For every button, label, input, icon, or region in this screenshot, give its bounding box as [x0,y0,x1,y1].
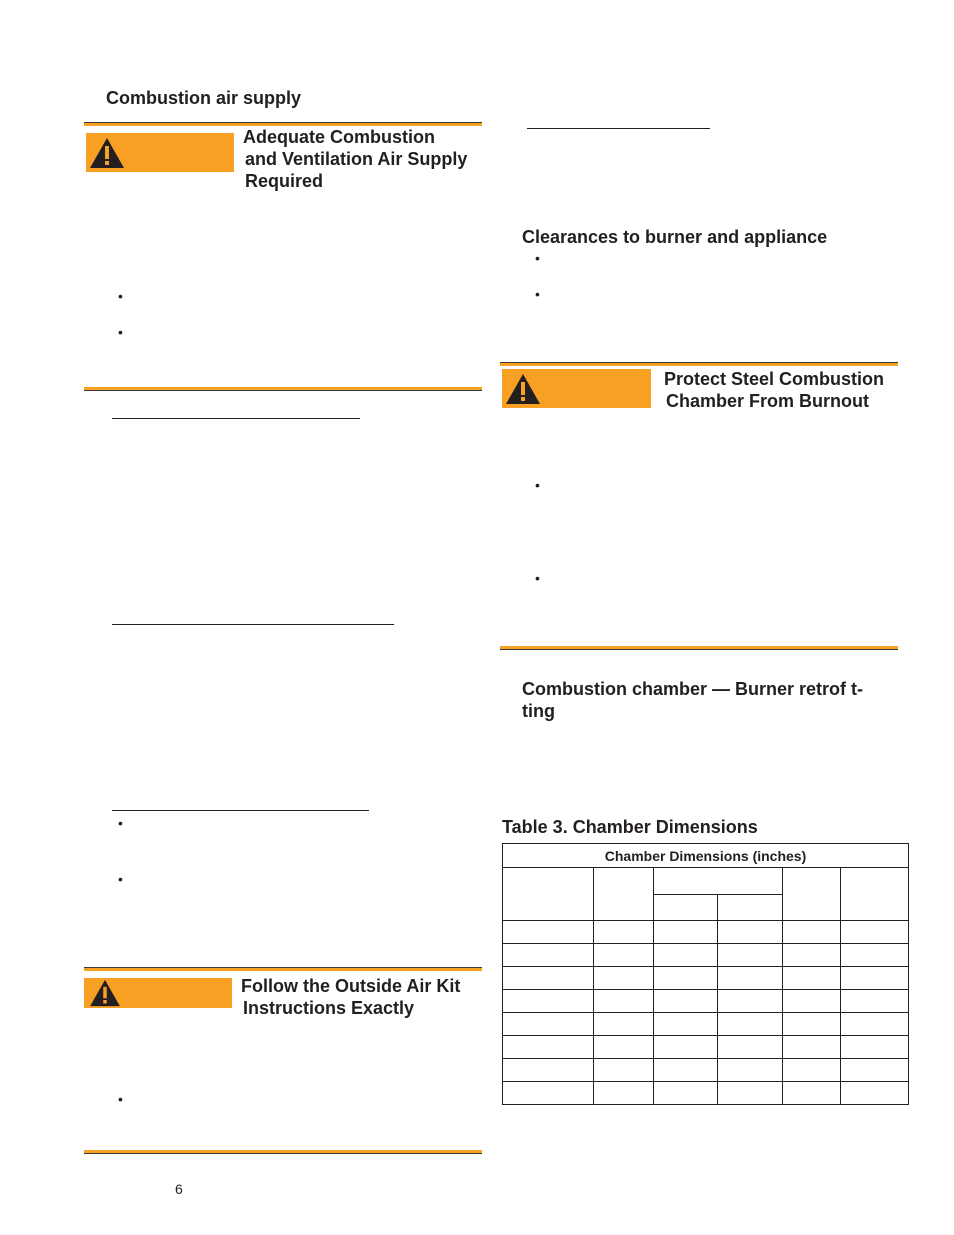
list-bullet: • [118,1091,123,1107]
subheading-underline [527,128,710,129]
table-row [503,944,909,967]
warning-title-line: Chamber From Burnout [666,391,870,411]
warning-label-box [84,978,232,1008]
list-bullet: • [535,570,540,586]
list-bullet: • [118,815,123,831]
table-cell [841,868,909,921]
table-header: Chamber Dimensions (inches) [503,844,909,868]
table-cell [718,895,783,921]
table-row [503,1082,909,1105]
warning-title-line: Follow the Outside Air Kit [241,976,461,996]
warning-label-box [502,369,651,408]
table-row [503,1059,909,1082]
chamber-heading-line: ting [522,701,555,721]
warning-top-rule [500,362,898,366]
list-bullet: • [118,871,123,887]
list-bullet: • [118,324,123,340]
subheading-underline [112,624,394,625]
warning-title-line: Adequate Combustion [243,127,435,147]
table-row [503,1036,909,1059]
warning-title-line: Protect Steel Combustion [664,369,885,389]
page-number: 6 [175,1181,183,1197]
table-cell [503,868,594,921]
table-row [503,967,909,990]
warning-bottom-rule [84,387,482,391]
warning-top-rule [84,967,482,971]
table-row [503,921,909,944]
warning-bottom-rule [84,1150,482,1154]
chamber-heading-line: Combustion chamber — Burner retrof t- [522,679,864,699]
clearances-heading: Clearances to burner and appliance [522,227,828,247]
warning-icon [89,979,121,1007]
warning-title-line: Instructions Exactly [243,998,415,1018]
table-cell [783,868,841,921]
subheading-underline [112,418,360,419]
combustion-air-heading: Combustion air supply [106,88,302,108]
list-bullet: • [535,250,540,266]
warning-title-line: and Ventilation Air Supply [245,149,468,169]
warning-title-line: Required [245,171,324,191]
chamber-dimensions-table [502,843,909,1105]
warning-icon [505,373,541,405]
list-bullet: • [118,288,123,304]
list-bullet: • [535,286,540,302]
table-row [503,1013,909,1036]
table-cell [653,895,718,921]
warning-icon [89,137,125,169]
list-bullet: • [535,477,540,493]
table-cell [593,868,653,921]
warning-bottom-rule [500,646,898,650]
table-caption: Table 3. Chamber Dimensions [502,817,758,837]
warning-label-box [86,133,234,172]
table-row [503,990,909,1013]
table-cell [653,868,783,895]
subheading-underline [112,810,369,811]
